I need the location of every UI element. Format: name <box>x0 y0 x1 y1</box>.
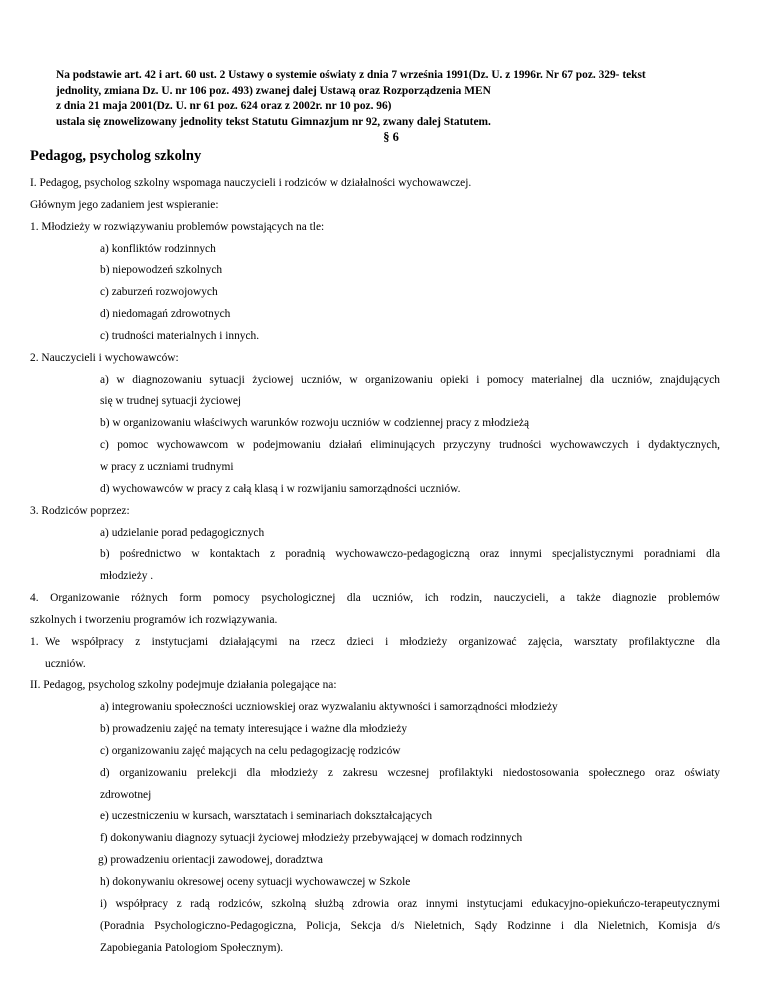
sub-list-item: c) pomoc wychowawcom w podejmowaniu działań eliminujących przyczyny trudności wychowawczych i dydaktycznych, <box>100 439 720 452</box>
sub-list-item-cont: Zapobiegania Patologiom Społecznym). <box>100 941 284 954</box>
sub-list-item: b) w organizowaniu właściwych warunków rozwoju uczniów w codziennej pracy z młodzieżą <box>100 417 530 430</box>
sub-list-item: a) integrowaniu społeczności uczniowskiej oraz wyzwalaniu aktywności i samorządności młodzieży <box>100 701 558 714</box>
sub-list-item: d) wychowawców w pracy z całą klasą i w rozwijaniu samorządności uczniów. <box>100 482 461 495</box>
section-title: Pedagog, psycholog szkolny <box>30 148 202 164</box>
header-line: Na podstawie art. 42 i art. 60 ust. 2 Ustawy o systemie oświaty z dnia 7 września 1991(Dz. U. z 1996r. Nr 67 poz. 329- tekst <box>56 69 646 81</box>
sub-list-item: f) dokonywaniu diagnozy sytuacji życiowej młodzieży przebywającej w domach rodzinnych <box>100 832 523 845</box>
list-item: 1. Młodzieży w rozwiązywaniu problemów powstających na tle: <box>30 220 325 233</box>
sub-list-item-cont: w pracy z uczniami trudnymi <box>100 460 234 473</box>
list-text: We współpracy z instytucjami działającymi na rzecz dzieci i młodzieży organizować zajęcia, warsztaty profilaktyczne dla <box>45 635 720 648</box>
sub-list-item-cont: młodzieży . <box>100 570 154 583</box>
header-line: z dnia 21 maja 2001(Dz. U. nr 61 poz. 624 oraz z 2002r. nr 10 poz. 96) <box>56 100 392 113</box>
sub-list-item: c) trudności materialnych i innych. <box>100 329 260 342</box>
sub-list-item: c) organizowaniu zajęć mających na celu pedagogizację rodziców <box>100 744 401 757</box>
sub-list-item: d) niedomagań zdrowotnych <box>100 308 231 321</box>
list-item-cont: uczniów. <box>45 657 86 670</box>
list-item: 2. Nauczycieli i wychowawców: <box>30 351 179 364</box>
list-number: 1. <box>30 635 39 648</box>
sub-list-item: d) organizowaniu prelekcji dla młodzieży z zakresu wczesnej profilaktyki niedostosowania społecznego oraz oświaty <box>100 766 720 779</box>
text-line: I. Pedagog, psycholog szkolny wspomaga nauczycieli i rodziców w działalności wychowawczej. <box>30 177 472 189</box>
list-item: 3. Rodziców poprzez: <box>30 504 130 517</box>
text-line: Głównym jego zadaniem jest wspieranie: <box>30 198 219 211</box>
paragraph-mark: § 6 <box>383 130 399 145</box>
sub-list-item: e) uczestniczeniu w kursach, warsztatach i seminariach dokształcających <box>100 810 433 823</box>
sub-list-item: h) dokonywaniu okresowej oceny sytuacji wychowawczej w Szkole <box>100 876 411 888</box>
sub-list-item: g) prowadzeniu orientacji zawodowej, doradztwa <box>98 854 323 867</box>
list-item: II. Pedagog, psycholog szkolny podejmuje działania polegające na: <box>30 679 337 692</box>
list-item: 4. Organizowanie różnych form pomocy psychologicznej dla uczniów, ich rodzin, nauczycieli, a także diagnozie problemów <box>30 592 720 605</box>
sub-list-item-cont: (Poradnia Psychologiczno-Pedagogiczna, Policja, Sekcja d/s Nieletnich, Sądy Rodzinne i dla Nieletnich, Komisja d/s <box>100 919 720 932</box>
sub-list-item-cont: się w trudnej sytuacji życiowej <box>100 395 242 408</box>
header-line: ustala się znowelizowany jednolity tekst Statutu Gimnazjum nr 92, zwany dalej Statutem. <box>56 115 491 128</box>
sub-list-item: a) konfliktów rodzinnych <box>100 242 216 255</box>
sub-list-item: i) współpracy z radą rodziców, szkolną służbą zdrowia oraz innymi instytucjami edukacyjno-opiekuńczo-terapeutycznymi <box>100 897 720 910</box>
sub-list-item: b) prowadzeniu zajęć na tematy interesujące i ważne dla młodzieży <box>100 723 408 736</box>
sub-list-item: b) niepowodzeń szkolnych <box>100 264 223 277</box>
sub-list-item: c) zaburzeń rozwojowych <box>100 286 218 299</box>
document-header <box>56 68 726 146</box>
sub-list-item: a) udzielanie porad pedagogicznych <box>100 526 265 539</box>
sub-list-item-cont: zdrowotnej <box>100 788 152 801</box>
header-line: jednolity, zmiana Dz. U. nr 106 poz. 493) zwanej dalej Ustawą oraz Rozporządzenia MEN <box>56 84 491 97</box>
list-item <box>30 632 720 654</box>
sub-list-item: b) pośrednictwo w kontaktach z poradnią wychowawczo-pedagogiczną oraz innymi specjalistycznymi poradniami dla <box>100 548 720 561</box>
list-item-cont: szkolnych i tworzeniu programów ich rozwiązywania. <box>30 613 278 626</box>
document-body <box>30 173 720 959</box>
sub-list-item: a) w diagnozowaniu sytuacji życiowej uczniów, w organizowaniu opieki i pomocy materialnej dla uczniów, znajdujących <box>100 373 720 386</box>
